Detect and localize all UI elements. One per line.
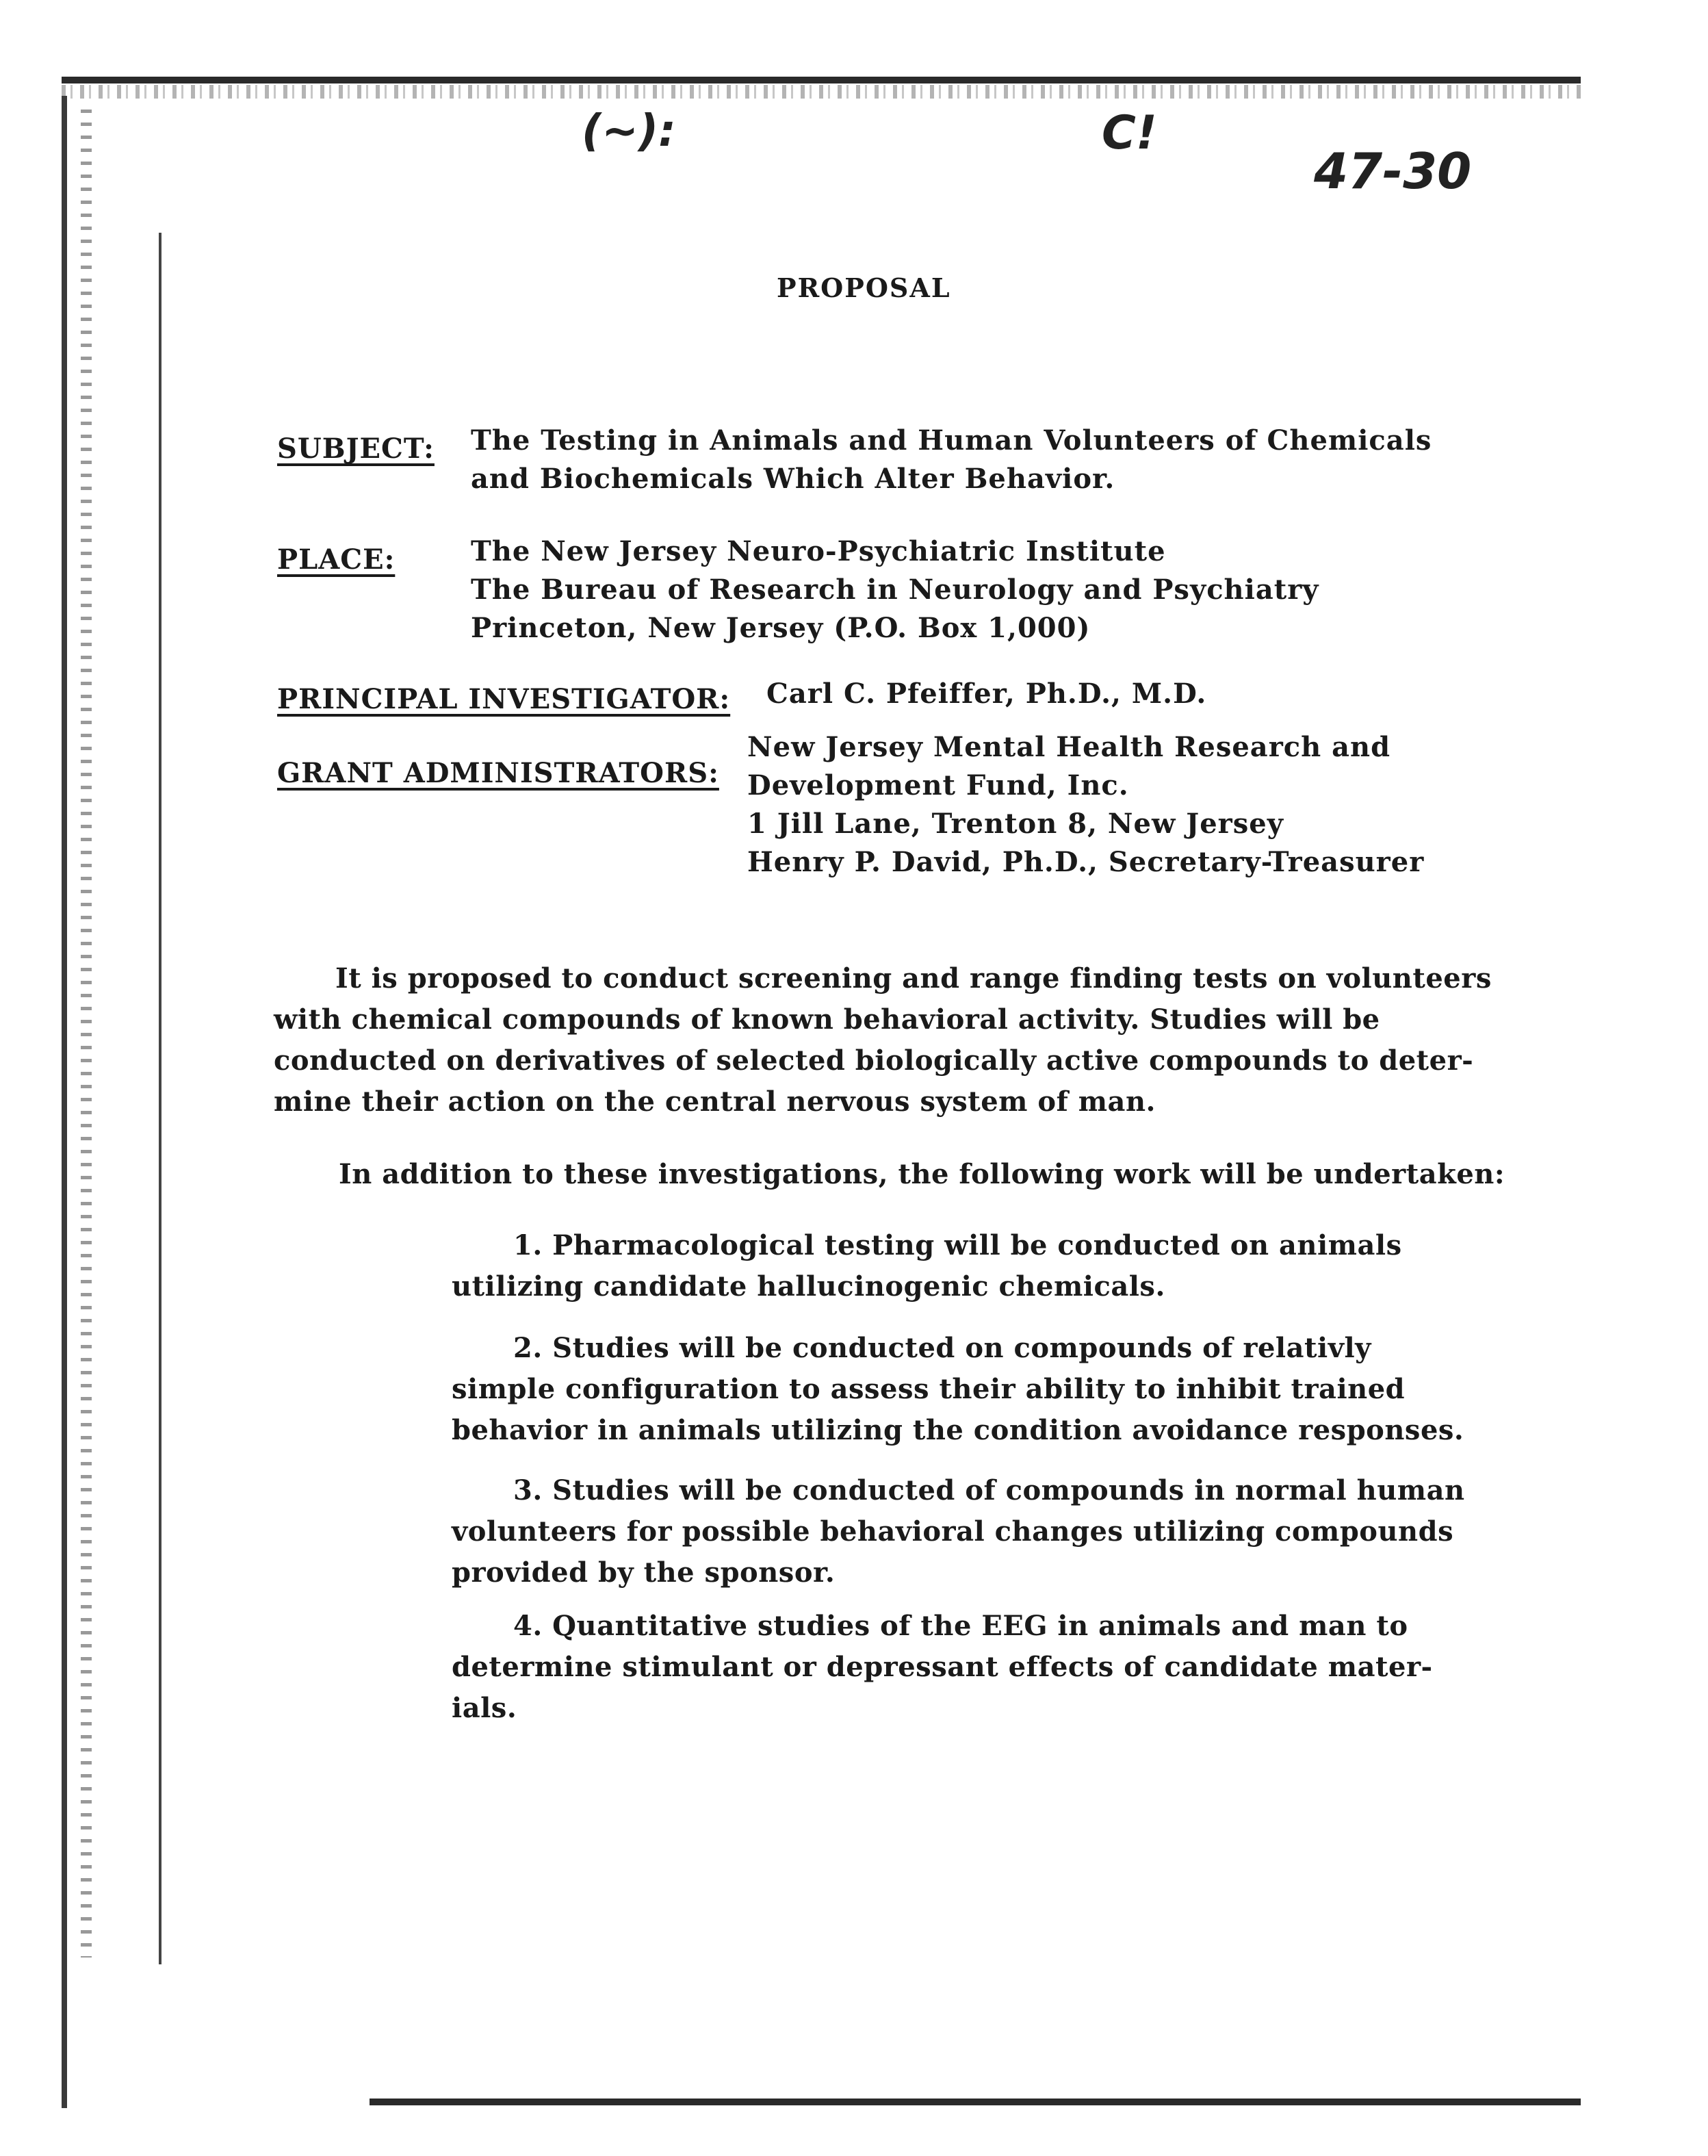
list-item xyxy=(452,1225,1402,1307)
list-item xyxy=(452,1606,1433,1729)
place-line: The New Jersey Neuro-Psychiatric Institute xyxy=(471,535,1166,567)
addition-line: In addition to these investigations, the following work will be undertaken: xyxy=(339,1158,1505,1190)
place-value xyxy=(471,532,1319,647)
principal-investigator-label: PRINCIPAL INVESTIGATOR: xyxy=(277,683,731,715)
grant-line: Development Fund, Inc. xyxy=(747,769,1129,801)
intro-line: It is proposed to conduct screening and range finding tests on volunteers xyxy=(335,962,1492,994)
list-item-line: determine stimulant or depressant effects of candidate mater- xyxy=(452,1651,1433,1683)
margin-rule xyxy=(159,233,161,1964)
scan-top-border xyxy=(62,77,1581,84)
list-item-line: volunteers for possible behavioral changes utilizing compounds xyxy=(452,1515,1454,1548)
list-item-line: 4. Quantitative studies of the EEG in animals and man to xyxy=(513,1610,1408,1642)
subject-value xyxy=(471,422,1432,498)
intro-line: mine their action on the central nervous system of man. xyxy=(274,1086,1156,1118)
grant-administrators-value xyxy=(747,728,1424,882)
intro-line: with chemical compounds of known behavioral activity. Studies will be xyxy=(274,1003,1380,1036)
list-item-line: 3. Studies will be conducted of compounds in normal human xyxy=(513,1474,1465,1506)
list-item-line: behavior in animals utilizing the condition avoidance responses. xyxy=(452,1414,1464,1446)
grant-line: 1 Jill Lane, Trenton 8, New Jersey xyxy=(747,808,1284,840)
grant-line: Henry P. David, Ph.D., Secretary-Treasurer xyxy=(747,846,1425,878)
scan-left-border xyxy=(62,96,67,2108)
addition-paragraph xyxy=(339,1154,1505,1195)
list-item xyxy=(452,1328,1464,1451)
scan-top-noise xyxy=(62,85,1581,99)
page-title: PROPOSAL xyxy=(777,272,951,303)
list-item xyxy=(452,1470,1465,1593)
place-line: Princeton, New Jersey (P.O. Box 1,000) xyxy=(471,612,1091,644)
principal-investigator-value: Carl C. Pfeiffer, Ph.D., M.D. xyxy=(766,678,1207,710)
place-line: The Bureau of Research in Neurology and Psychiatry xyxy=(471,574,1319,606)
scan-left-perforation xyxy=(81,110,92,1958)
scan-bottom-border xyxy=(370,2099,1581,2105)
grant-administrators-label: GRANT ADMINISTRATORS: xyxy=(277,757,719,789)
subject-label: SUBJECT: xyxy=(277,433,435,465)
intro-paragraph xyxy=(274,958,1492,1122)
intro-line: conducted on derivatives of selected biologically active compounds to deter- xyxy=(274,1044,1474,1077)
subject-line: The Testing in Animals and Human Volunteers of Chemicals xyxy=(471,424,1432,457)
list-item-line: utilizing candidate hallucinogenic chemicals. xyxy=(452,1270,1165,1302)
place-label: PLACE: xyxy=(277,543,396,576)
list-item-line: 2. Studies will be conducted on compounds of relativly xyxy=(513,1332,1371,1364)
handwritten-mark: (~): xyxy=(582,106,676,157)
handwritten-mark: C! xyxy=(1102,106,1157,160)
grant-line: New Jersey Mental Health Research and xyxy=(747,731,1391,763)
handwritten-doc-number: 47-30 xyxy=(1314,142,1472,200)
list-item-line: provided by the sponsor. xyxy=(452,1556,836,1589)
list-item-line: 1. Pharmacological testing will be conducted on animals xyxy=(513,1229,1402,1261)
subject-line: and Biochemicals Which Alter Behavior. xyxy=(471,463,1115,495)
list-item-line: simple configuration to assess their ability to inhibit trained xyxy=(452,1373,1406,1405)
list-item-line: ials. xyxy=(452,1692,517,1724)
